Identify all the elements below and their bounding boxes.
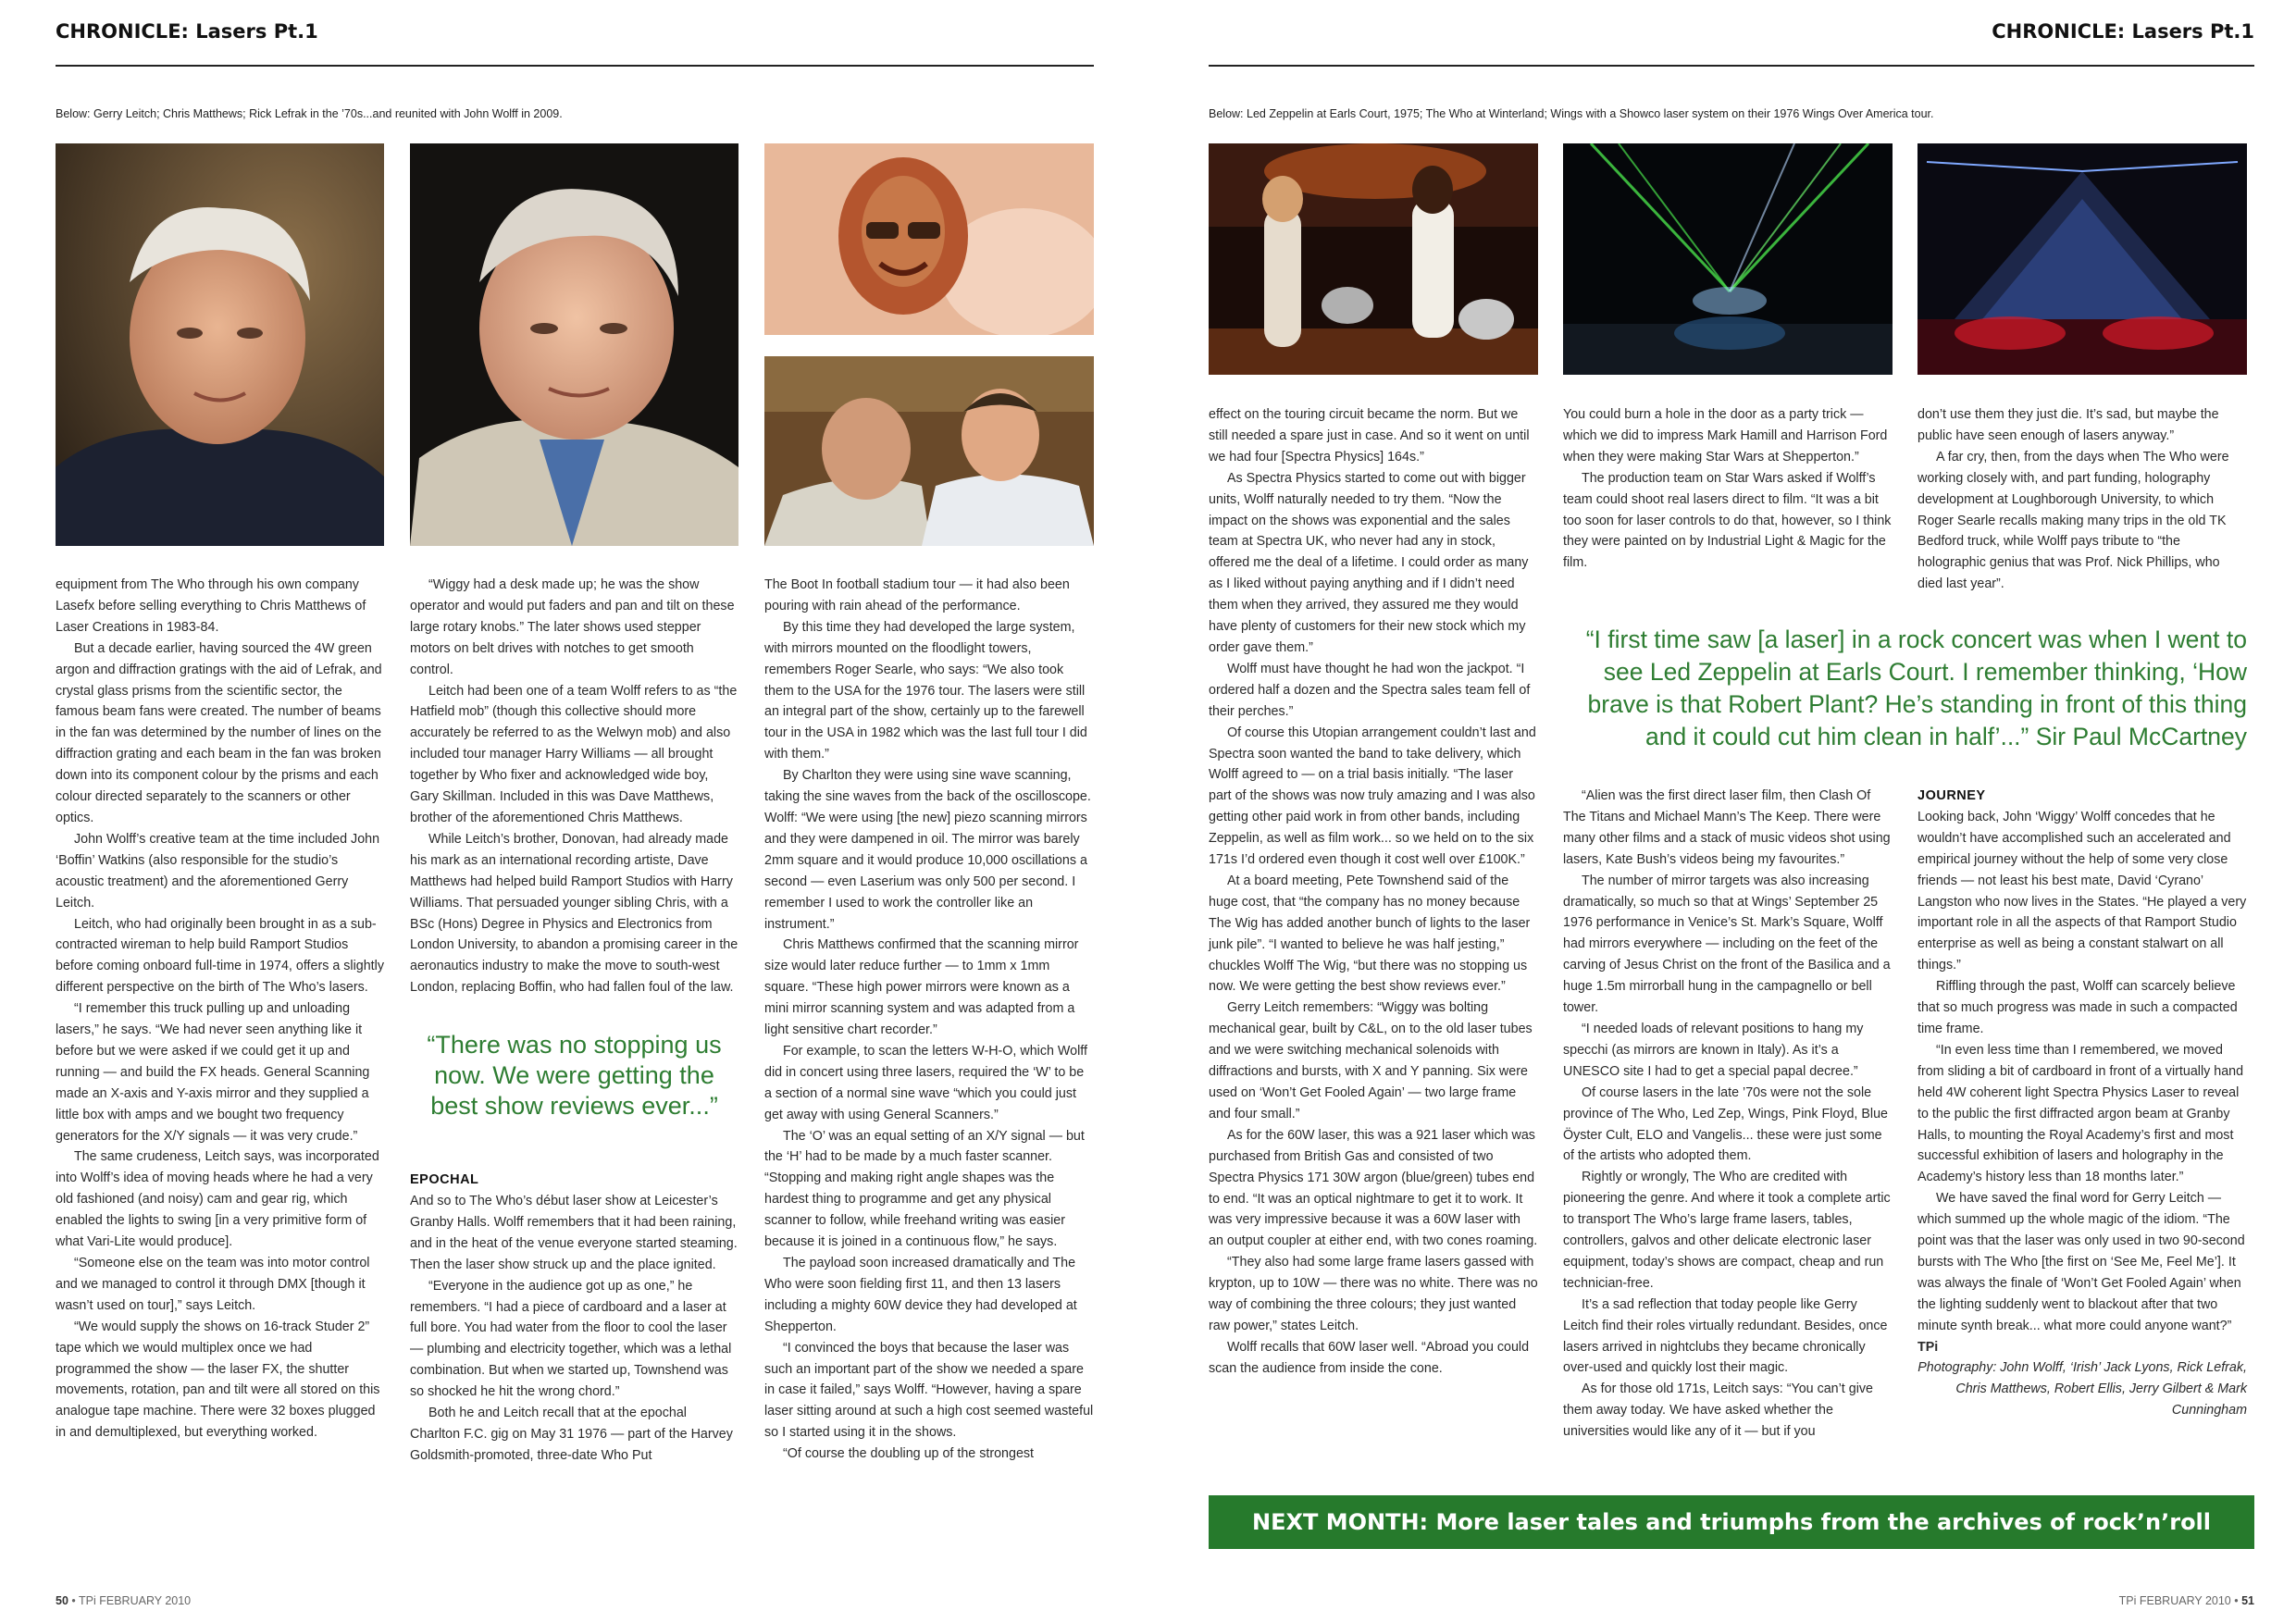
- paragraph: Riffling through the past, Wolff can scarcely believe that so much progress was made in such a compacted time frame.: [1917, 979, 2238, 1036]
- paragraph: Chris Matthews confirmed that the scanning mirror size would later reduce further — to 1mm x 1mm square. “These high power mirrors were known as a mini mirror scanning system and was adapted from a light sensitive chart recorder.”: [764, 937, 1079, 1038]
- paragraph: At a board meeting, Pete Townshend said of the huge cost, that “the company has no money because The Wig has added another bunch of lights to the laser junk pile”. “I wanted to believe he was half jesting,” chuckles Wolff The Wig, “but there was no stopping us now. We were getting the best show reviews ever.”: [1209, 873, 1531, 995]
- article-column-6-bottom: [1917, 786, 2247, 1421]
- paragraph: Looking back, John ‘Wiggy’ Wolff concedes that he wouldn’t have accomplished such an accelerated and empirical journey without the help of some very close friends — not least his best mate, David ‘Cyrano’ Langston who now lives in the States. “He played a very important role in all the aspects of that Ramport Studio enterprise as well as being a constant stalwart on all things.”: [1917, 809, 2247, 973]
- paragraph: Leitch, who had originally been brought in as a sub-contracted wireman to help build Ramport Studios before coming onboard full-time in 1974, offers a slightly different perspective on the birth of The Who’s lasers.: [56, 916, 384, 996]
- running-header: CHRONICLE: Lasers Pt.1: [1992, 20, 2254, 43]
- paragraph: Of course this Utopian arrangement couldn’t last and Spectra soon wanted the band to take delivery, which Wolff agreed to — on a trial basis initially. “The laser part of the shows was now truly amazing and I was also getting other paid work in from other bands, including Zeppelin, as well as film work... so we held on to the six 171s I’d ordered even though it cost well over £100K.”: [1209, 725, 1536, 868]
- paragraph: You could burn a hole in the door as a party trick — which we did to impress Mark Hamill and Harrison Ford when they were making Star Wars at Shepperton.”: [1563, 407, 1888, 465]
- paragraph: “I convinced the boys that because the laser was such an important part of the show we needed a spare in case it failed,” says Wolff. “However, having a spare laser sitting around at such a high cost seemed wasteful so I started using it in the shows.: [764, 1340, 1094, 1441]
- paragraph: Leitch had been one of a team Wolff refers to as “the Hatfield mob” (though this collective should more accurately be referred to as the Welwyn mob) and also included tour manager Harry Williams — all brought together by Who fixer and acknowledged wide boy, Gary Skillman. Included in this was Dave Matthews, brother of the aforementioned Chris Matthews.: [410, 683, 738, 825]
- issue-date: TPi FEBRUARY 2010: [79, 1594, 192, 1607]
- article-column-4: [1209, 404, 1538, 1380]
- paragraph: “Wiggy had a desk made up; he was the show operator and would put faders and pan and tilt on these large rotary knobs.” The later shows used stepper motors on belt drives with notches to get smooth control.: [410, 577, 735, 677]
- paragraph: “They also had some large frame lasers gassed with krypton, up to 10W — there was no white. There was no way of combining the three colours; they just wanted raw power,” states Leitch.: [1209, 1255, 1538, 1333]
- paragraph: “Of course the doubling up of the strongest: [783, 1446, 1035, 1462]
- paragraph: As Spectra Physics started to come out with bigger units, Wolff naturally needed to try them. “Now the impact on the shows was exponential and the sales team at Spectra UK, who never had any in stock, offered me the deal of a lifetime. I could order as many as I liked without paying anything and if I didn’t need them when they arrived, they assured me they would have plenty of customers for their new stock which my order gave them.”: [1209, 470, 1529, 655]
- paragraph: “Everyone in the audience got up as one,” he remembers. “I had a piece of cardboard and a laser at full bore. You had water from the floor to cool the laser — plumbing and electricity together, which was a lethal combination. But when we started up, Townshend was so shocked he hit the wrong chord.”: [410, 1278, 732, 1400]
- section-heading: EPOCHAL: [410, 1172, 479, 1188]
- signoff: [1917, 1337, 2247, 1358]
- paragraph: The number of mirror targets was also increasing dramatically, so much so that at Wings’ September 25 1976 performance in Venice’s St. Mark’s Square, Wolff had mirrors everywhere — including on the feet of the carving of Jesus Christ on the front of the Basilica and a huge 1.5m mirrorball hung in the campagnello or bell tower.: [1563, 873, 1891, 1016]
- paragraph: As for those old 171s, Leitch says: “You can’t give them away today. We have asked whether the universities would like any of it — but if you: [1563, 1381, 1873, 1440]
- photo-reunion-2009: [764, 356, 1094, 546]
- article-column-5-bottom: [1563, 786, 1893, 1443]
- page-folio: 50 • TPi FEBRUARY 2010: [56, 1594, 192, 1607]
- paragraph: For example, to scan the letters W-H-O, which Wolff did in concert using three lasers, required the ‘W’ to be a section of a normal sine wave “which you could just get away with using General Scanners.”: [764, 1043, 1087, 1122]
- paragraph: Wolff must have thought he had won the jackpot. “I ordered half a dozen and the Spectra sales team fell of their perches.”: [1209, 661, 1531, 719]
- paragraph: Rightly or wrongly, The Who are credited with pioneering the genre. And where it took a complete artic to transport The Who’s large frame lasers, tables, controllers, galvos and other delicate electronic laser equipment, today’s shows are compact, cheap and run technician-free.: [1563, 1170, 1891, 1291]
- page-number: 50: [56, 1594, 68, 1607]
- paragraph: Of course lasers in the late ’70s were not the sole province of The Who, Led Zep, Wings, Pink Floyd, Blue Öyster Cult, ELO and Vangelis... these were just some of the artists who adopted them.: [1563, 1084, 1888, 1164]
- section-heading: JOURNEY: [1917, 788, 1986, 803]
- paragraph: The ‘O’ was an equal setting of an X/Y signal — but the ‘H’ had to be made by a much faster scanner. “Stopping and making right angle shapes was the hardest thing to programme and get any physical scanner to follow, while freehand writing was easier because it is joined in a continuous flow,” he says.: [764, 1128, 1085, 1250]
- photo-gerry-leitch: [56, 143, 384, 546]
- paragraph: “In even less time than I remembered, we moved from sliding a bit of cardboard in front of a virtually hand held 4W coherent light Spectra Physics Laser to reveal to the public the first diffracted argon beam at Granby Halls, to mounting the Royal Academy’s first and most successful exhibition of lasers and holography in the Academy’s history less than 18 months later.”: [1917, 1042, 2244, 1185]
- paragraph: “Someone else on the team was into motor control and we managed to control it through DMX [though it wasn’t used on tour],” says Leitch.: [56, 1256, 370, 1313]
- paragraph: “I needed loads of relevant positions to hang my specchi (as mirrors are known in Italy). As it’s a UNESCO site I had to get a special papal decree.”: [1563, 1021, 1864, 1079]
- issue-date: TPi FEBRUARY 2010: [2118, 1594, 2231, 1607]
- header-rule: [1209, 65, 2254, 67]
- paragraph: “I remember this truck pulling up and unloading lasers,” he says. “We had never seen anything like it before but we were asked if we could get it up and running — and build the FX heads. General Scanning made an X-axis and Y-axis mirror and they supplied a little box with amps and we bought two frequency generators for the X/Y signals — it was very crude.”: [56, 1001, 370, 1144]
- paragraph: By Charlton they were using sine wave scanning, taking the sine waves from the back of the oscilloscope. Wolff: “We were using [the new] piezo scanning mirrors and they were dampened in oil. The mirror was barely 2mm square and it would produce 10,000 oscillations a second — even Laserium was only 500 per second. I remember I used to work the controller like an instrument.”: [764, 768, 1091, 932]
- paragraph: We have saved the final word for Gerry Leitch — which summed up the whole magic of the idiom. “The point was that the laser was only used in two 90-second bursts with The Who [the first on ‘See Me, Feel Me’]. It was always the finale of ‘Won’t Get Fooled Again’ when the lighting suddenly went to blackout after that two minute synth break... what more could anyone want?”: [1917, 1191, 2245, 1333]
- article-column-5-top: [1563, 404, 1893, 574]
- paragraph: While Leitch’s brother, Donovan, had already made his mark as an international recording artiste, Dave Matthews had helped build Ramport Studios with Harry Williams. That persuaded younger sibling Chris, with a BSc (Hons) Degree in Physics and Electronics from London University, to abandon a promising career in the aeronautics industry to make the move to south-west London, replacing Boffin, who had fallen foul of the law.: [410, 831, 738, 996]
- photo-led-zeppelin-earls-court: [1209, 143, 1538, 375]
- photo-chris-matthews: [410, 143, 738, 546]
- photo-credit: Photography: John Wolff, ‘Irish’ Jack Lyons, Rick Lefrak, Chris Matthews, Robert Ellis, Jerry Gilbert & Mark Cunningham: [1917, 1360, 2247, 1419]
- paragraph: The Boot In football stadium tour — it had also been pouring with rain ahead of the performance.: [764, 577, 1070, 613]
- paragraph: “We would supply the shows on 16-track Studer 2” tape which we would multiplex once we had programmed the show — the laser FX, the shutter movements, rotation, pan and tilt were all stored on this analogue tape machine. There were 32 boxes plugged in and demultiplexed, but everything worked.: [56, 1319, 380, 1441]
- article-column-2: [410, 575, 738, 1467]
- paragraph: John Wolff’s creative team at the time included John ‘Boffin’ Watkins (also responsible for the studio’s acoustic treatment) and the aforementioned Gerry Leitch.: [56, 831, 380, 911]
- paragraph: The payload soon increased dramatically and The Who were soon fielding first 11, and then 13 lasers including a mighty 60W device they had developed at Shepperton.: [764, 1256, 1077, 1334]
- pull-quote: “There was no stopping us now. We were getting the best show reviews ever...”: [427, 1031, 722, 1121]
- paragraph: equipment from The Who through his own company Lasefx before selling everything to Chris Matthews of Laser Creations in 1983-84.: [56, 577, 366, 635]
- right-page: [1148, 0, 2296, 1623]
- article-column-6-top: [1917, 404, 2247, 595]
- next-month-banner: NEXT MONTH: More laser tales and triumphs from the archives of rock’n’roll touring...: [1209, 1495, 2254, 1549]
- paragraph: don’t use them they just die. It’s sad, but maybe the public have seen enough of lasers anyway.”: [1917, 407, 2219, 443]
- photo-the-who-winterland: [1563, 143, 1893, 375]
- photo-caption: Below: Gerry Leitch; Chris Matthews; Rick Lefrak in the ’70s...and reunited with John Wolff in 2009.: [56, 107, 563, 120]
- paragraph: And so to The Who’s début laser show at Leicester’s Granby Halls. Wolff remembers that it had been raining, and in the heat of the venue everyone started steaming. Then the laser show struck up and the place ignited.: [410, 1194, 738, 1272]
- paragraph: Both he and Leitch recall that at the epochal Charlton F.C. gig on May 31 1976 — part of the Harvey Goldsmith-promoted, three-date Who Put: [410, 1406, 733, 1463]
- header-rule: [56, 65, 1094, 67]
- photo-wings-over-america: [1917, 143, 2247, 375]
- paragraph: The production team on Star Wars asked if Wolff’s team could shoot real lasers direct to film. “It was a bit too soon for laser controls to do that, however, so I think they were painted on by Industrial Light & Magic for the film.: [1563, 470, 1892, 571]
- paragraph: It’s a sad reflection that today people like Gerry Leitch find their roles virtually redundant. Besides, once lasers arrived in nightclubs they became chronically over-used and quickly lost their magic.: [1563, 1296, 1888, 1376]
- photo-caption: Below: Led Zeppelin at Earls Court, 1975; The Who at Winterland; Wings with a Showco laser system on their 1976 Wings Over America tour.: [1209, 107, 1934, 120]
- paragraph: Gerry Leitch remembers: “Wiggy was bolting mechanical gear, built by C&L, on to the old laser tubes and we were switching mechanical solenoids with diffractions and bursts, with X and Y panning. Six were used on ‘Won’t Get Fooled Again’ — two large frame and four small.”: [1209, 1000, 1533, 1121]
- paragraph: The same crudeness, Leitch says, was incorporated into Wolff’s idea of moving heads where he had a very old fashioned (and noisy) cam and gear rig, which enabled the lights to swing [in a very primitive form of what Vari-Lite would produce].: [56, 1149, 379, 1250]
- paragraph: But a decade earlier, having sourced the 4W green argon and diffraction gratings with the aid of Lefrak, and crystal glass prisms from the scientific sector, the famous beam fans were created. The number of beams in the fan was determined by the number of lines on the diffraction grating and each beam in the fan was broken down into its component colour by the prisms and each colour directed separately to the scanners or other optics.: [56, 640, 382, 825]
- paragraph: By this time they had developed the large system, with mirrors mounted on the floodlight towers, remembers Roger Searle, who says: “We also took them to the USA for the 1976 tour. The lasers were still an integral part of the show, certainly up to the farewell tour in the USA in 1982 which was the last full tour I did with them.”: [764, 619, 1087, 762]
- pull-quote-mccartney: “I first time saw [a laser] in a rock concert was when I went to see Led Zeppelin at Earls Court. I remember thinking, ‘How brave is that Robert Plant? He’s standing in front of this thing and it could cut him clean in half’...” Sir Paul McCartney: [1585, 626, 2247, 750]
- article-column-1: [56, 575, 384, 1443]
- paragraph: A far cry, then, from the days when The Who were working closely with, and part funding, holography development at Loughborough University, to which Roger Searle recalls making many trips in the old TK Bedford truck, while Wolff pays tribute to “the holographic genius that was Prof. Nick Phillips, who died last year”.: [1917, 449, 2229, 592]
- paragraph: “Alien was the first direct laser film, then Clash Of The Titans and Michael Mann’s The Keep. There were many other films and a stack of music videos shot using lasers, Kate Bush’s videos being my favourites.”: [1563, 788, 1891, 867]
- signoff-text: TPi: [1917, 1339, 1939, 1355]
- paragraph: Wolff recalls that 60W laser well. “Abroad you could scan the audience from inside the cone.: [1209, 1339, 1530, 1376]
- running-header: CHRONICLE: Lasers Pt.1: [56, 20, 318, 43]
- paragraph: effect on the touring circuit became the norm. But we still needed a spare just in case. And so it went on until we had four [Spectra Physics] 164s.”: [1209, 407, 1530, 465]
- photo-rick-lefrak-70s: [764, 143, 1094, 335]
- page-number: 51: [2241, 1594, 2254, 1607]
- page-folio: TPi FEBRUARY 2010 • 51: [2118, 1594, 2254, 1607]
- paragraph: As for the 60W laser, this was a 921 laser which was purchased from British Gas and consisted of two Spectra Physics 171 30W argon (blue/green) tubes end to end. “It was an optical nightmare to get it to work. It was very impressive because it was a 60W laser with an output coupler at either end, with two cones roaming.: [1209, 1127, 1538, 1249]
- article-column-3: [764, 575, 1094, 1465]
